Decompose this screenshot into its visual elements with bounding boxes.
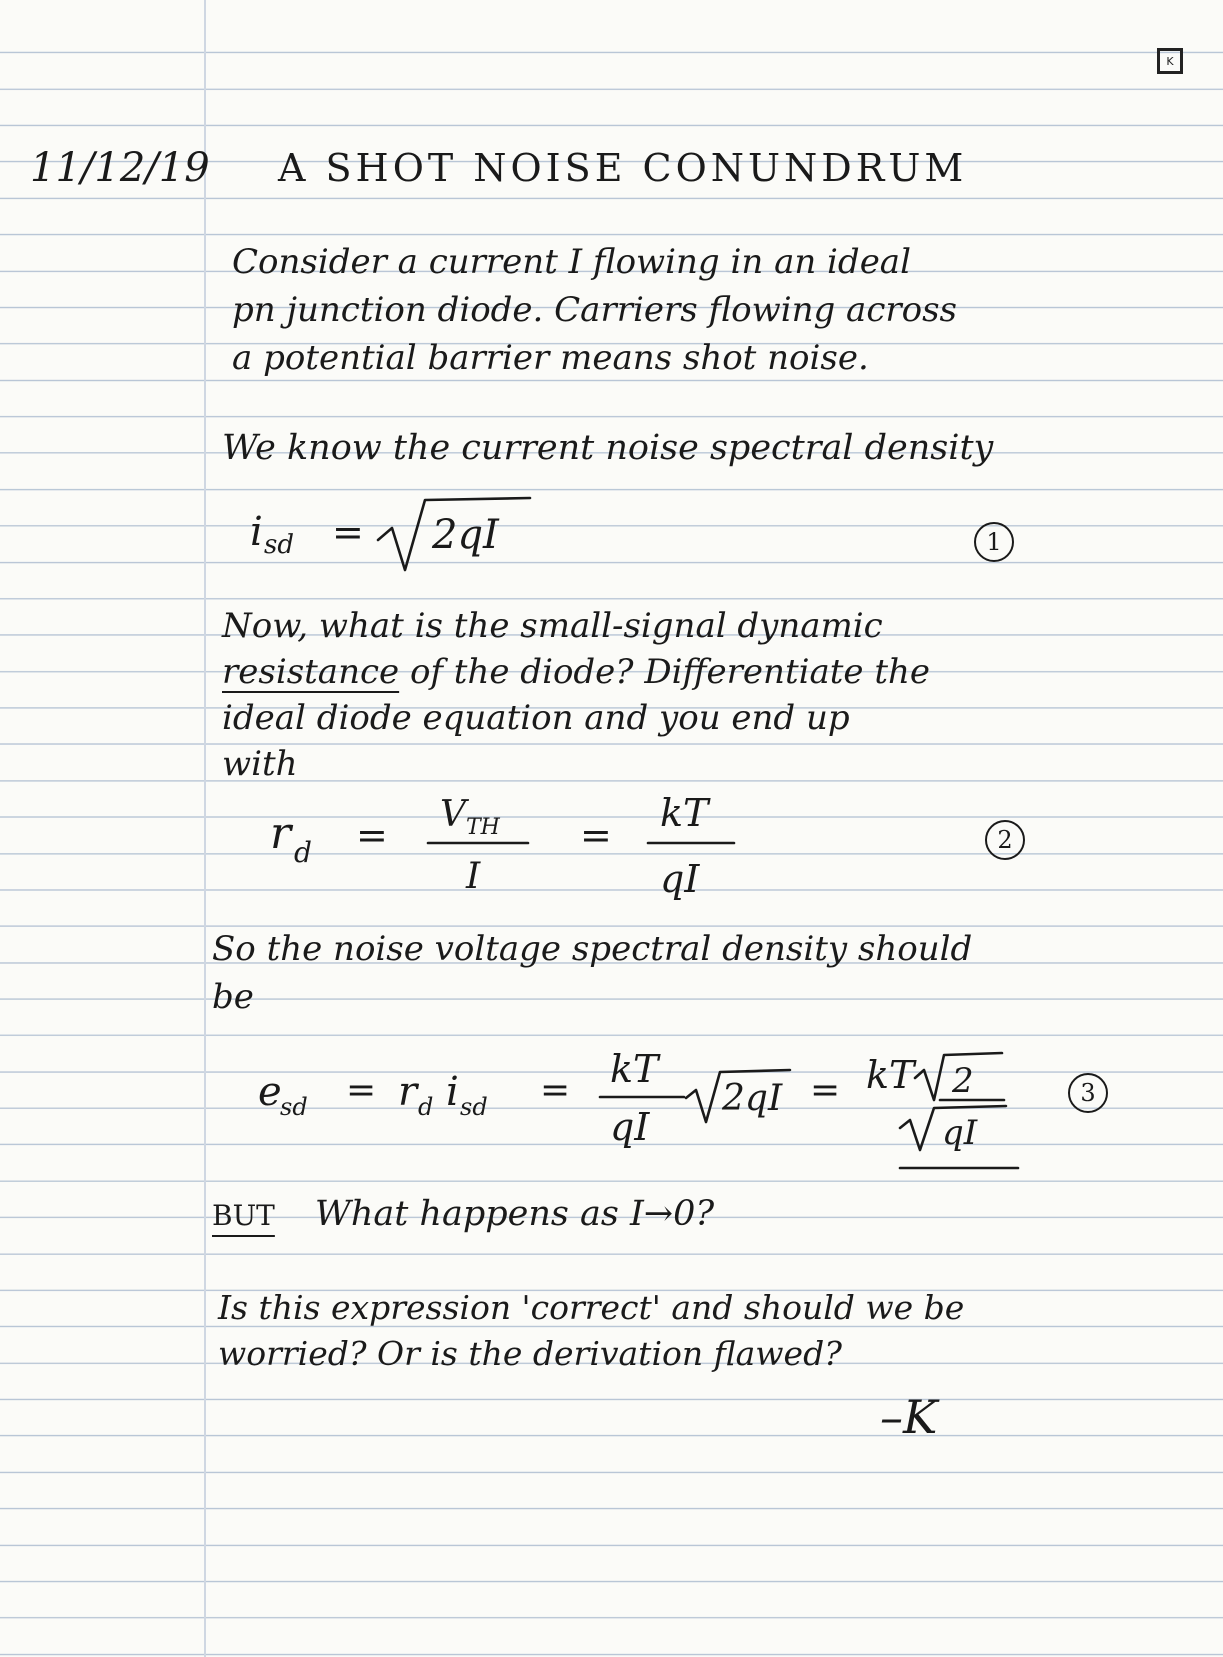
eq1-equals: = [332, 510, 364, 554]
question-line [212, 1190, 714, 1240]
eq1-radicand: 2qI [432, 512, 499, 558]
equation-2 [270, 791, 734, 901]
eq3-r: r [398, 1069, 418, 1115]
eq2-frac1-num: V [440, 794, 466, 835]
eq2-frac1-den: I [466, 856, 481, 897]
question-text: What happens as I→0? [314, 1194, 715, 1234]
eq2-equals2: = [580, 813, 612, 857]
eq3-result-num: kT [866, 1053, 915, 1097]
eq3-result-root-den: qI [942, 1113, 978, 1153]
page-title: A SHOT NOISE CONUNDRUM [278, 146, 968, 190]
equation-number-1: 1 [974, 522, 1014, 562]
spectral-density-sentence: We know the current noise spectral density [222, 428, 994, 468]
eq3-result-root-num: 2 [952, 1061, 974, 1101]
text-line: a potential barrier means shot noise. [232, 338, 869, 378]
text-line: Consider a current I flowing in an ideal [232, 242, 911, 282]
eq2-frac1-num-sub: TH [466, 815, 500, 840]
text-line: be [212, 977, 254, 1017]
closing-paragraph [218, 1285, 964, 1377]
text-line: So the noise voltage spectral density should [212, 929, 973, 969]
intro-paragraph [232, 238, 957, 382]
eq3-root-sign [686, 1070, 790, 1122]
eq3-i-sub: sd [460, 1093, 488, 1121]
eq1-lhs: i [250, 509, 263, 555]
text-line: Now, what is the small-signal dynamic [222, 606, 883, 646]
signature: –K [880, 1390, 938, 1444]
eq3-i: i [446, 1069, 459, 1115]
text-line: Is this expression 'correct' and should we be [218, 1288, 965, 1327]
eq3-r-sub: d [418, 1093, 434, 1121]
corner-mark-icon: K [1157, 48, 1183, 74]
text-line: pn junction diode. Carriers flowing across [232, 290, 957, 330]
eq3-result-root-top [915, 1053, 1002, 1100]
equation-1 [250, 498, 530, 570]
eq3-equals3: = [810, 1070, 841, 1111]
equation-number-3: 3 [1068, 1073, 1108, 1113]
underlined-word: resistance [222, 652, 400, 692]
eq2-lhs-sub: d [294, 836, 312, 869]
eq1-lhs-sub: sd [264, 530, 294, 560]
equation-number-2: 2 [985, 820, 1025, 860]
text-line: with [222, 744, 298, 784]
but-label: BUT [212, 1199, 275, 1232]
eq3-equals: = [346, 1070, 377, 1111]
resistance-paragraph [222, 603, 930, 787]
eq2-equals: = [356, 813, 388, 857]
equation-3 [258, 1047, 1018, 1168]
eq3-lhs: e [258, 1069, 282, 1115]
eq3-radicand: 2qI [722, 1078, 783, 1119]
eq3-equals2: = [540, 1070, 571, 1111]
eq2-lhs: r [270, 808, 292, 859]
text-line [222, 649, 930, 695]
eq3-lhs-sub: sd [280, 1093, 308, 1121]
eq1-root-sign [378, 498, 530, 570]
eq3-frac-num: kT [610, 1047, 659, 1091]
text-line: worried? Or is the derivation flawed? [218, 1334, 842, 1373]
margin-line [204, 0, 206, 1657]
eq3-frac-den: qI [610, 1105, 650, 1149]
eq2-frac2-den: qI [660, 857, 700, 901]
eq2-frac2-num: kT [660, 791, 709, 835]
date-label: 11/12/19 [30, 145, 210, 191]
text-fragment: of the diode? Differentiate the [399, 652, 931, 692]
text-line: ideal diode equation and you end up [222, 698, 850, 738]
eq3-result-root-bottom [900, 1106, 1006, 1150]
voltage-density-paragraph [212, 925, 972, 1021]
